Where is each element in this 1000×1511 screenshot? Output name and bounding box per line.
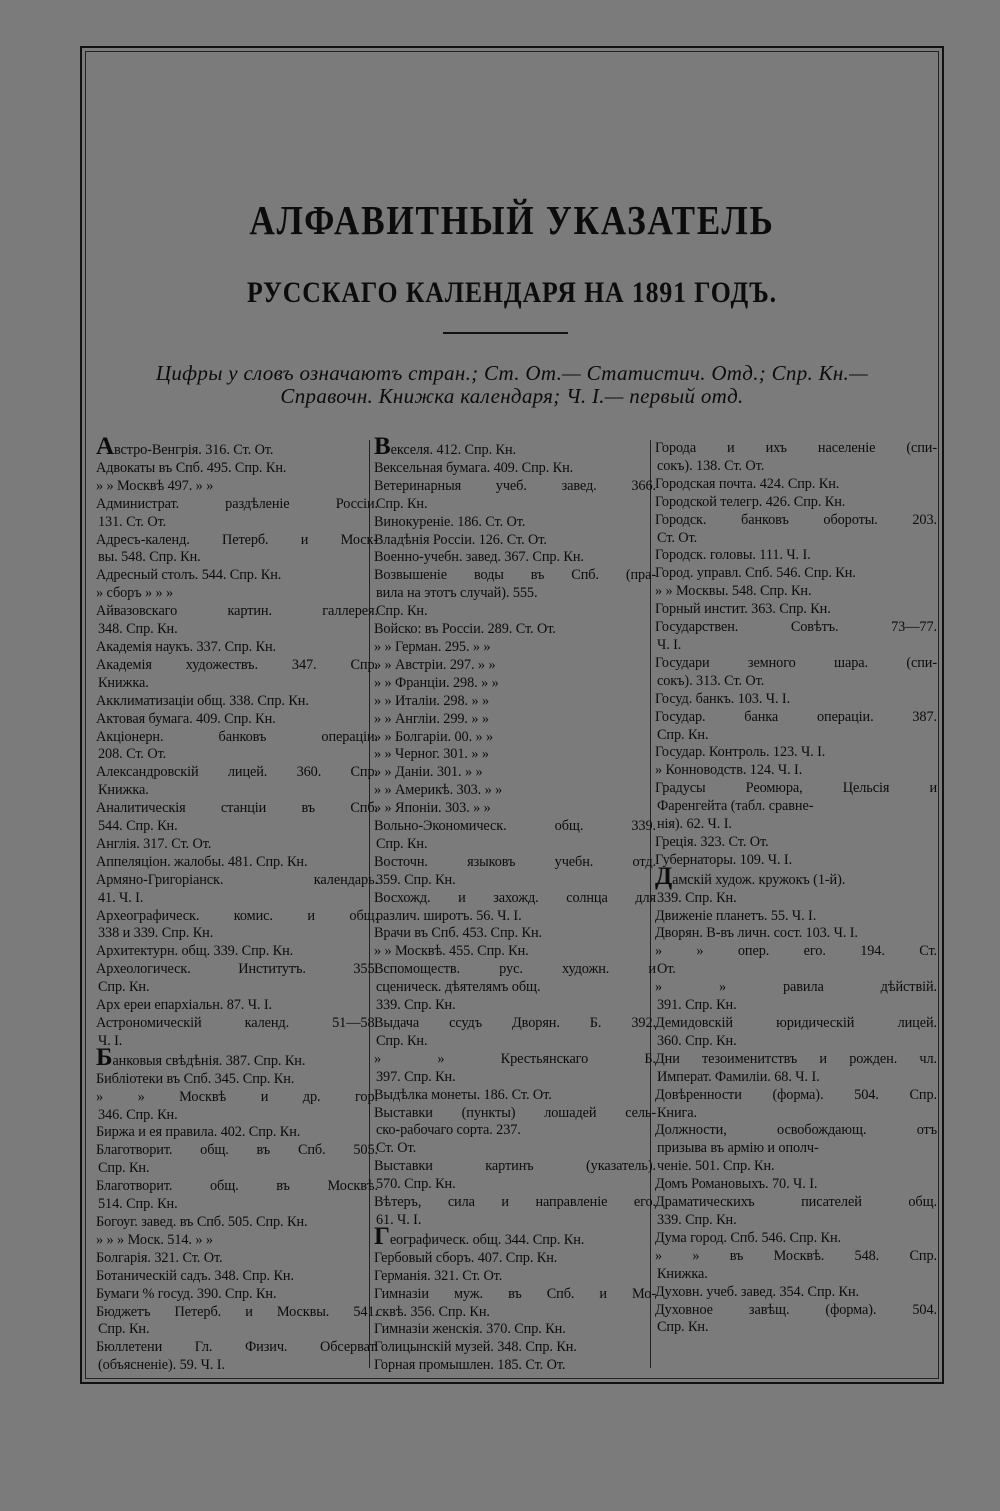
- entry-continuation: различ. широтъ. 56. Ч. I.: [376, 907, 522, 924]
- entry-line: Горная промышлен. 185. Ст. От.: [374, 1357, 566, 1374]
- entry-line: Акклиматизаціи общ. 338. Спр. Кн.: [96, 692, 309, 709]
- entry-continuation: 360. Спр. Кн.: [657, 1032, 737, 1049]
- index-entry: [96, 908, 378, 944]
- entry-line: Бумаги % госуд. 390. Спр. Кн.: [96, 1285, 277, 1302]
- index-entry: [96, 567, 378, 585]
- index-entry: [96, 693, 378, 711]
- entry-line: Германія. 321. Ст. От.: [374, 1267, 503, 1284]
- entry-line: Ветеринарныя учеб. завед. 366.: [374, 477, 656, 494]
- index-entry: [96, 1304, 378, 1340]
- entry-line: Винокуреніе. 186. Ст. От.: [374, 513, 526, 530]
- entry-line: Дворян. В-въ личн. сост. 103. Ч. I.: [655, 925, 858, 942]
- entry-continuation: От.: [657, 961, 676, 978]
- index-entry: [374, 746, 656, 764]
- section-entry: [655, 862, 937, 908]
- index-entry: [96, 961, 378, 997]
- index-column-3: [655, 440, 937, 1337]
- entry-line: » » Болгаріи. 00. » »: [374, 728, 494, 745]
- entry-continuation: Ч. I.: [98, 1032, 123, 1049]
- page-title: АЛФАВИТНЫЙ УКАЗАТЕЛЬ: [249, 197, 775, 243]
- entry-line: Вольно-Экономическ. общ. 339.: [374, 818, 656, 835]
- entry-line: Вѣтеръ, сила и направленіе его.: [374, 1194, 656, 1211]
- entry-line: » » Франціи. 298. » »: [374, 674, 499, 691]
- entry-line: Выставки (пункты) лошадей сель-: [374, 1104, 656, 1121]
- entry-line: Биржа и ея правила. 402. Спр. Кн.: [96, 1124, 301, 1141]
- index-entry: [374, 1087, 656, 1105]
- entry-line: Богоуг. завед. въ Спб. 505. Спр. Кн.: [96, 1213, 308, 1230]
- index-entry: [374, 961, 656, 1015]
- entry-line: Духовное завѣщ. (форма). 504.: [655, 1301, 937, 1318]
- entry-line: Академія художествъ. 347. Спр.: [96, 656, 378, 673]
- index-entry: [96, 854, 378, 872]
- entry-continuation: сквѣ. 356. Спр. Кн.: [376, 1303, 490, 1320]
- entry-line: » » Японіи. 303. » »: [374, 800, 491, 817]
- index-entry: [96, 1268, 378, 1286]
- entry-line: Восхожд. и захожд. солнца для: [374, 889, 656, 906]
- entry-line: Греція. 323. Ст. От.: [655, 833, 769, 850]
- entry-line: Государи земного шара. (спи-: [655, 654, 937, 671]
- index-entry: [96, 585, 378, 603]
- index-entry: [374, 1286, 656, 1322]
- index-entry: [96, 1178, 378, 1214]
- index-entry: [96, 657, 378, 693]
- entry-line: Благотворит. общ. въ Спб. 505.: [96, 1142, 378, 1159]
- entry-line: Армяно-Григоріанск. календарь.: [96, 871, 378, 888]
- index-entry: [374, 657, 656, 675]
- entry-line: Акціонерн. банковъ операціи.: [96, 728, 378, 745]
- index-entry: [655, 780, 937, 834]
- legend-line-2: Справочн. Книжка календаря; Ч. I.— первый отд.: [280, 384, 744, 408]
- entry-line: » » Москвѣ 497. » »: [96, 477, 214, 494]
- section-initial: В: [374, 433, 391, 460]
- entry-continuation: Спр. Кн.: [376, 1032, 428, 1049]
- title-divider: [443, 332, 568, 334]
- entry-line: » » Герман. 295. » »: [374, 638, 491, 655]
- entry-line: Дни тезоименитствъ и рожден. чл.: [655, 1050, 937, 1067]
- index-entry: [655, 619, 937, 655]
- entry-line: Бюджетъ Петерб. и Москвы. 541.: [96, 1303, 378, 1320]
- entry-line: » » Москвѣ. 455. Спр. Кн.: [374, 943, 529, 960]
- index-entry: [96, 729, 378, 765]
- index-entry: [655, 1230, 937, 1248]
- entry-continuation: 208. Ст. От.: [98, 746, 167, 763]
- index-entry: [655, 601, 937, 619]
- entry-line: Довѣренности (форма). 504. Спр.: [655, 1086, 937, 1103]
- index-entry: [655, 709, 937, 745]
- index-entry: [374, 1339, 656, 1357]
- entry-continuation: ско-рабочаго сорта. 237.: [376, 1122, 521, 1139]
- index-entry: [96, 478, 378, 496]
- index-entry: [655, 494, 937, 512]
- entry-continuation: Книга.: [657, 1104, 698, 1121]
- entry-line: Возвышеніе воды въ Спб. (пра-: [374, 567, 656, 584]
- entry-continuation: сокъ). 313. Ст. От.: [657, 672, 765, 689]
- index-entry: [96, 711, 378, 729]
- index-entry: [96, 1015, 378, 1051]
- entry-continuation: Спр. Кн.: [657, 726, 709, 743]
- index-entry: [374, 639, 656, 657]
- entry-line: Архитектурн. общ. 339. Спр. Кн.: [96, 943, 294, 960]
- entry-continuation: 391. Спр. Кн.: [657, 997, 737, 1014]
- entry-line: Демидовскій юридическій лицей.: [655, 1015, 937, 1031]
- entry-line: Благотворит. общ. въ Москвѣ.: [96, 1178, 378, 1195]
- index-entry: [655, 762, 937, 780]
- entry-line: » » » Моск. 514. » »: [96, 1231, 213, 1248]
- index-entry: [374, 693, 656, 711]
- entry-continuation: (объясненіе). 59. Ч. I.: [98, 1357, 225, 1374]
- index-entry: [374, 1158, 656, 1194]
- index-entry: [96, 1250, 378, 1268]
- entry-line: Выдача ссудъ Дворян. Б. 392.: [374, 1015, 656, 1031]
- entry-line: Астрономическій календ. 51—58.: [96, 1015, 378, 1031]
- entry-line: Голицынскій музей. 348. Спр. Кн.: [374, 1339, 577, 1356]
- entry-continuation: 348. Спр. Кн.: [98, 621, 178, 638]
- index-entry: [374, 800, 656, 818]
- entry-line: » » Австріи. 297. » »: [374, 656, 496, 673]
- index-entry: [96, 872, 378, 908]
- index-entry: [655, 834, 937, 852]
- entry-line: Администрат. раздѣленіе Россіи.: [96, 495, 378, 512]
- index-entry: [655, 565, 937, 583]
- index-entry: [655, 547, 937, 565]
- entry-line: » Конноводств. 124. Ч. I.: [655, 762, 803, 779]
- entry-line: » » Даніи. 301. » »: [374, 764, 483, 781]
- index-entry: [374, 532, 656, 550]
- index-entry: [655, 852, 937, 870]
- index-entry: [655, 979, 937, 1015]
- entry-line: Выдѣлка монеты. 186. Ст. От.: [374, 1086, 552, 1103]
- section-entry: [96, 1043, 378, 1071]
- entry-continuation: 131. Ст. От.: [98, 513, 167, 530]
- entry-line: Англія. 317. Ст. От.: [96, 835, 212, 852]
- index-entry: [374, 1268, 656, 1286]
- index-entry: [374, 764, 656, 782]
- index-entry: [96, 943, 378, 961]
- index-entry: [655, 583, 937, 601]
- entry-line: Горный инстит. 363. Спр. Кн.: [655, 601, 831, 618]
- index-entry: [96, 1142, 378, 1178]
- entry-continuation: Спр. Кн.: [376, 495, 428, 512]
- index-entry: [96, 1232, 378, 1250]
- section-entry: [96, 433, 378, 460]
- index-entry: [374, 1250, 656, 1268]
- entry-line: Академія наукъ. 337. Спр. Кн.: [96, 638, 277, 655]
- section-entry: [374, 1222, 656, 1250]
- index-entry: [655, 908, 937, 926]
- entry-line: Государ. Контроль. 123. Ч. I.: [655, 744, 826, 761]
- entry-continuation: 359. Спр. Кн.: [376, 871, 456, 888]
- entry-line: Болгарія. 321. Ст. От.: [96, 1249, 223, 1266]
- index-entry: [374, 621, 656, 639]
- index-entry: [655, 1087, 937, 1123]
- entry-continuation: 41. Ч. I.: [98, 889, 144, 906]
- entry-continuation: сокъ). 138. Ст. От.: [657, 457, 765, 474]
- entry-continuation: Ст. От.: [376, 1140, 417, 1157]
- entry-continuation: 338 и 339. Спр. Кн.: [98, 925, 214, 942]
- entry-continuation: Ст. От.: [657, 529, 698, 546]
- entry-continuation: Ч. I.: [657, 636, 682, 653]
- index-entry: [655, 440, 937, 476]
- entry-line: Банковыя свѣдѣнія. 387. Спр. Кн.: [96, 1043, 306, 1071]
- entry-line: Врачи въ Спб. 453. Спр. Кн.: [374, 925, 542, 942]
- entry-continuation: 61. Ч. I.: [376, 1211, 422, 1228]
- entry-line: » » Америкѣ. 303. » »: [374, 782, 503, 799]
- index-entry: [655, 925, 937, 943]
- entry-continuation: 346. Спр. Кн.: [98, 1106, 178, 1123]
- entry-line: » » опер. его. 194. Ст.: [655, 943, 937, 960]
- entry-line: Должности, освобождающ. отъ: [655, 1122, 937, 1139]
- entry-continuation: 544. Спр. Кн.: [98, 818, 178, 835]
- index-entry: [374, 478, 656, 514]
- index-entry: [374, 818, 656, 854]
- index-entry: [374, 1357, 656, 1375]
- entry-line: » » Черног. 301. » »: [374, 746, 489, 763]
- index-entry: [655, 1051, 937, 1087]
- entry-continuation: 397. Спр. Кн.: [376, 1068, 456, 1085]
- index-entry: [655, 1194, 937, 1230]
- index-entry: [96, 496, 378, 532]
- index-entry: [374, 514, 656, 532]
- entry-line: Войско: въ Россіи. 289. Ст. От.: [374, 621, 556, 638]
- entry-line: Военно-учебн. завед. 367. Спр. Кн.: [374, 549, 584, 566]
- entry-line: Градусы Реомюра, Цельсія и: [655, 780, 937, 797]
- entry-line: Дума город. Спб. 546. Спр. Кн.: [655, 1229, 841, 1246]
- index-entry: [655, 691, 937, 709]
- section-entry: [374, 433, 656, 460]
- index-column-1: [96, 433, 378, 1375]
- entry-continuation: 514. Спр. Кн.: [98, 1196, 178, 1213]
- entry-line: Город. управл. Спб. 546. Спр. Кн.: [655, 565, 856, 582]
- index-entry: [96, 1124, 378, 1142]
- entry-line: Восточн. языковъ учебн. отд.: [374, 853, 656, 870]
- index-entry: [374, 1321, 656, 1339]
- index-entry: [374, 711, 656, 729]
- section-initial: Б: [96, 1043, 113, 1071]
- index-entry: [374, 1105, 656, 1159]
- index-entry: [374, 567, 656, 621]
- index-entry: [96, 460, 378, 478]
- index-entry: [655, 744, 937, 762]
- index-entry: [96, 800, 378, 836]
- section-initial: Д: [655, 862, 673, 890]
- entry-continuation: вила на этотъ случай). 555.: [376, 585, 538, 602]
- index-entry: [96, 997, 378, 1015]
- index-entry: [96, 1339, 378, 1375]
- entry-line: Адресный столъ. 544. Спр. Кн.: [96, 567, 282, 584]
- entry-continuation: Императ. Фамиліи. 68. Ч. I.: [657, 1068, 820, 1085]
- entry-continuation: Спр. Кн.: [657, 1319, 709, 1336]
- index-entry: [96, 1089, 378, 1125]
- entry-line: Государ. банка операціи. 387.: [655, 708, 937, 725]
- entry-line: Бюллетени Гл. Физич. Обсерват.: [96, 1339, 378, 1356]
- index-entry: [96, 836, 378, 854]
- index-entry: [655, 943, 937, 979]
- entry-line: Айвазовскаго картин. галлерея.: [96, 603, 378, 620]
- entry-line: Выставки картинъ (указатель).: [374, 1158, 656, 1175]
- entry-line: Вексельная бумага. 409. Спр. Кн.: [374, 459, 574, 476]
- legend-line-1: Цифры у словъ означаютъ стран.; Ст. От.— Статистич. Отд.; Спр. Кн.—: [155, 361, 869, 385]
- entry-continuation: Спр. Кн.: [98, 979, 150, 996]
- index-entry: [374, 943, 656, 961]
- entry-line: » » равила дѣйствій.: [655, 979, 937, 996]
- entry-continuation: Книжка.: [98, 674, 149, 691]
- entry-line: Городская почта. 424. Спр. Кн.: [655, 475, 840, 492]
- index-entry: [374, 1015, 656, 1051]
- index-entry: [374, 549, 656, 567]
- entry-line: Александровскій лицей. 360. Спр.: [96, 764, 378, 781]
- abbreviation-legend: [92, 362, 932, 408]
- index-entry: [96, 764, 378, 800]
- entry-continuation: Фаренгейта (табл. сравне-: [657, 798, 814, 815]
- index-entry: [374, 854, 656, 890]
- entry-line: Города и ихъ населеніе (спи-: [655, 440, 937, 456]
- entry-continuation: Спр. Кн.: [376, 603, 428, 620]
- entry-line: Аналитическія станціи въ Спб.: [96, 800, 378, 817]
- entry-line: Государствен. Совѣтъ. 73—77.: [655, 619, 937, 636]
- index-entry: [655, 1248, 937, 1284]
- entry-line: » сборъ » » »: [96, 585, 174, 602]
- index-entry: [96, 1214, 378, 1232]
- entry-line: Библіотеки въ Спб. 345. Спр. Кн.: [96, 1070, 295, 1087]
- index-entry: [655, 512, 937, 548]
- entry-line: Губернаторы. 109. Ч. I.: [655, 851, 793, 868]
- entry-line: Городск. банковъ обороты. 203.: [655, 511, 937, 528]
- entry-line: » » въ Москвѣ. 548. Спр.: [655, 1247, 937, 1264]
- entry-line: Адресъ-календ. Петерб. и Моск-: [96, 531, 378, 548]
- entry-line: Актовая бумага. 409. Спр. Кн.: [96, 710, 276, 727]
- index-entry: [655, 476, 937, 494]
- entry-line: » » Крестьянскаго Б.: [374, 1050, 656, 1067]
- index-entry: [655, 1302, 937, 1338]
- index-entry: [96, 1071, 378, 1089]
- index-entry: [655, 1015, 937, 1051]
- entry-continuation: призыва въ армію и ополч-: [657, 1140, 819, 1157]
- entry-line: Гербовый сборъ. 407. Спр. Кн.: [374, 1249, 558, 1266]
- entry-line: Городск. головы. 111. Ч. I.: [655, 547, 811, 564]
- index-entry: [655, 1176, 937, 1194]
- entry-line: Арх ереи епархіальн. 87. Ч. I.: [96, 997, 273, 1014]
- entry-line: Гимназіи муж. въ Спб. и Мо-: [374, 1285, 656, 1302]
- index-entry: [374, 729, 656, 747]
- index-entry: [96, 639, 378, 657]
- entry-line: Гимназіи женскія. 370. Спр. Кн.: [374, 1321, 566, 1338]
- index-entry: [96, 1286, 378, 1304]
- entry-line: Городской телегр. 426. Спр. Кн.: [655, 493, 846, 510]
- entry-line: Векселя. 412. Спр. Кн.: [374, 433, 516, 460]
- entry-continuation: Спр. Кн.: [98, 1160, 150, 1177]
- index-entry: [374, 460, 656, 478]
- entry-line: Вспомоществ. рус. художн. и: [374, 961, 656, 978]
- index-entry: [374, 782, 656, 800]
- index-entry: [374, 890, 656, 926]
- entry-line: » » Москвѣ и др. гор.: [96, 1088, 378, 1105]
- entry-line: Археографическ. комис. и общ.: [96, 907, 378, 924]
- entry-line: Движеніе планетъ. 55. Ч. I.: [655, 907, 817, 924]
- entry-continuation: 570. Спр. Кн.: [376, 1176, 456, 1193]
- index-entry: [374, 925, 656, 943]
- index-entry: [96, 603, 378, 639]
- entry-line: » » Англіи. 299. » »: [374, 710, 489, 727]
- entry-continuation: 339. Спр. Кн.: [657, 889, 737, 906]
- entry-line: Госуд. банкъ. 103. Ч. I.: [655, 690, 791, 707]
- page-subtitle: РУССКАГО КАЛЕНДАРЯ НА 1891 ГОДЪ.: [247, 276, 777, 309]
- index-entry: [655, 1122, 937, 1176]
- entry-line: Географическ. общ. 344. Спр. Кн.: [374, 1222, 585, 1250]
- entry-continuation: Спр. Кн.: [376, 835, 428, 852]
- entry-line: Ботаническій садъ. 348. Спр. Кн.: [96, 1267, 294, 1284]
- index-entry: [96, 532, 378, 568]
- entry-line: » » Италіи. 298. » »: [374, 692, 490, 709]
- entry-continuation: Книжка.: [98, 782, 149, 799]
- entry-line: Адвокаты въ Спб. 495. Спр. Кн.: [96, 459, 287, 476]
- entry-line: Драматическихъ писателей общ.: [655, 1194, 937, 1211]
- entry-line: Владѣнія Россіи. 126. Ст. От.: [374, 531, 547, 548]
- entry-continuation: Книжка.: [657, 1265, 708, 1282]
- index-entry: [374, 675, 656, 693]
- entry-continuation: 339. Спр. Кн.: [657, 1211, 737, 1228]
- entry-continuation: ченіе. 501. Спр. Кн.: [657, 1158, 775, 1175]
- index-entry: [655, 655, 937, 691]
- index-entry: [374, 1051, 656, 1087]
- entry-continuation: вы. 548. Спр. Кн.: [98, 549, 201, 566]
- index-column-2: [374, 433, 656, 1375]
- section-initial: А: [96, 433, 114, 460]
- entry-continuation: нія). 62. Ч. I.: [657, 816, 732, 833]
- entry-line: Археологическ. Институтъ. 355.: [96, 961, 378, 978]
- entry-line: » » Москвы. 548. Спр. Кн.: [655, 583, 812, 600]
- entry-line: Домъ Романовыхъ. 70. Ч. I.: [655, 1176, 818, 1193]
- section-initial: Г: [374, 1222, 390, 1250]
- index-entry: [655, 1284, 937, 1302]
- entry-continuation: Спр. Кн.: [98, 1321, 150, 1338]
- entry-line: Духовн. учеб. завед. 354. Спр. Кн.: [655, 1283, 859, 1300]
- entry-line: Дамскій худож. кружокъ (1-й).: [655, 862, 846, 890]
- entry-line: Аппеляціон. жалобы. 481. Спр. Кн.: [96, 853, 308, 870]
- entry-continuation: 339. Спр. Кн.: [376, 997, 456, 1014]
- entry-line: Австро-Венгрія. 316. Ст. От.: [96, 433, 274, 460]
- entry-continuation: сценическ. дѣятелямъ общ.: [376, 979, 541, 996]
- index-entry: [374, 1194, 656, 1230]
